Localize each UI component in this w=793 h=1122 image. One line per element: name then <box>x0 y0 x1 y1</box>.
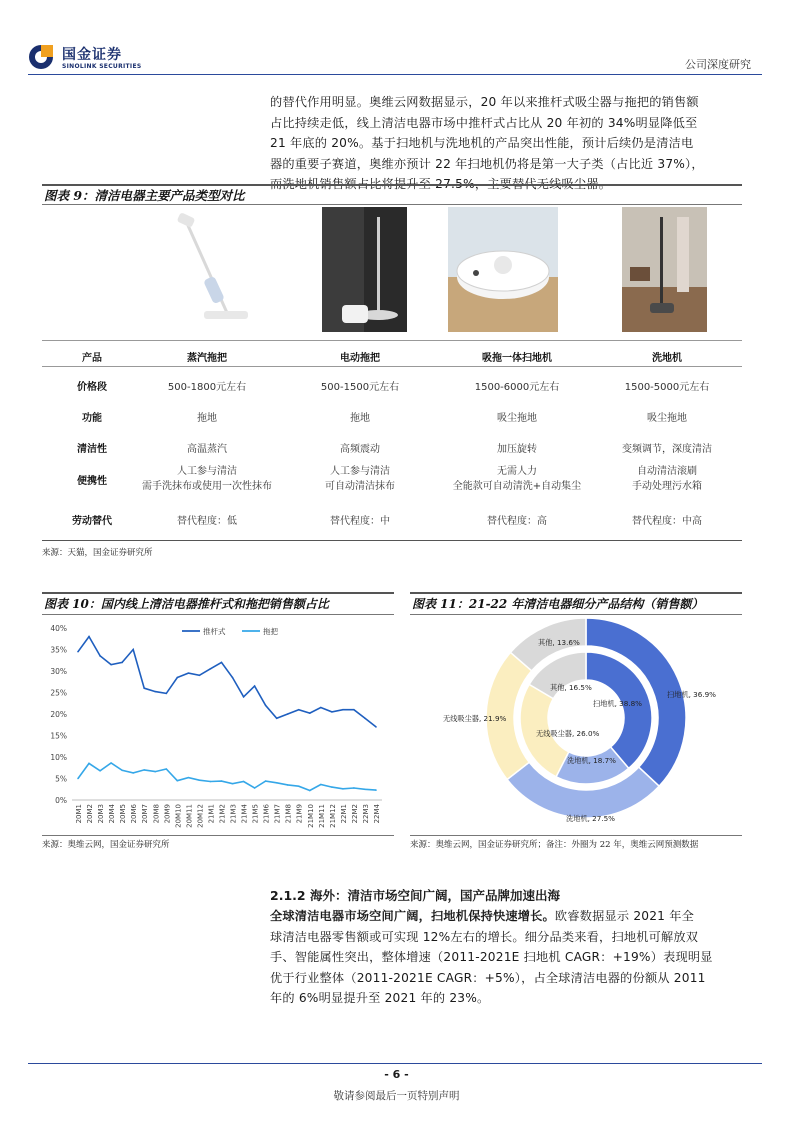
table-cell: 拖地 <box>350 413 370 424</box>
y-tick-label: 15% <box>50 731 67 741</box>
data-point <box>232 783 234 785</box>
table-cell: 1500-6000元左右 <box>474 382 560 393</box>
table-row-label: 清洁性 <box>77 444 107 455</box>
x-tick-label: 20M4 <box>108 804 117 824</box>
data-point <box>331 711 333 713</box>
y-tick-label: 25% <box>50 688 67 698</box>
figure11-top-rule <box>410 592 742 594</box>
table-cell: 500-1500元左右 <box>320 382 400 393</box>
x-tick-label: 21M8 <box>284 804 293 824</box>
data-point <box>342 709 344 711</box>
x-tick-label: 21M9 <box>295 804 304 824</box>
x-tick-label: 21M1 <box>207 804 216 824</box>
y-tick-label: 0% <box>55 796 67 805</box>
slice-label: 扫地机, 36.9% <box>667 690 716 699</box>
header-divider <box>28 74 762 75</box>
x-tick-label: 21M10 <box>306 804 315 828</box>
data-point <box>110 762 112 764</box>
x-tick-label: 20M2 <box>86 804 95 824</box>
y-tick-label: 5% <box>55 774 67 784</box>
logo-text-cn: 国金证券 <box>62 47 122 63</box>
data-point <box>232 677 234 679</box>
data-point <box>287 713 289 715</box>
x-tick-label: 22M1 <box>339 804 348 824</box>
section-bold-lead: 全球清洁电器市场空间广阔，扫地机保持快速增长。 <box>270 909 555 923</box>
section-line-first <box>270 906 752 927</box>
table-cell: 加压旋转 <box>497 444 537 455</box>
x-tick-label: 22M2 <box>350 804 359 824</box>
table-divider <box>42 540 742 541</box>
y-tick-label: 40% <box>50 624 67 633</box>
slice-label: 其他, 13.6% <box>538 638 580 647</box>
data-point <box>132 772 134 774</box>
data-point <box>221 780 223 782</box>
table-cell: 高频震动 <box>340 444 380 455</box>
data-point <box>331 786 333 788</box>
data-point <box>188 777 190 779</box>
data-point <box>320 784 322 786</box>
footer-divider <box>28 1063 762 1064</box>
intro-line: 器的重要子赛道，奥维亦预计 22 年扫地机仍将是第一大子类（占比近 37%）， <box>270 156 704 171</box>
x-tick-label: 21M12 <box>328 804 337 828</box>
section-line: 球清洁电器零售额或可实现 12%左右的增长。细分品类来看，扫地机可解放双 <box>270 929 699 944</box>
x-tick-label: 20M11 <box>185 804 194 828</box>
slice-label: 其他, 16.5% <box>550 683 592 692</box>
x-tick-label: 20M1 <box>75 804 83 824</box>
x-tick-label: 21M6 <box>262 804 271 824</box>
figure10-title: 图表 10：国内线上清洁电器推杆式和拖把销售额占比 <box>44 597 329 611</box>
table-row-label: 价格段 <box>77 382 107 393</box>
data-point <box>375 789 377 791</box>
intro-line: 21 年底的 20%。基于扫地机与洗地机的产品突出性能，预计后续仍是清洁电 <box>270 136 694 151</box>
data-point <box>287 784 289 786</box>
data-point <box>165 693 167 695</box>
data-point <box>132 649 134 651</box>
figure11-bottom-rule <box>410 835 742 836</box>
table-cell: 500-1800元左右 <box>167 382 247 393</box>
robot-vacuum-image <box>448 207 558 332</box>
table-cell: 人工参与清洁 需手洗抹布或使用一次性抹布 <box>142 466 272 492</box>
x-tick-label: 22M4 <box>373 804 381 824</box>
x-tick-label: 20M9 <box>163 804 172 824</box>
intro-line: 而洗地机销售额占比将提升至 27.5%，主要替代无线吸尘器。 <box>270 177 612 192</box>
data-point <box>298 785 300 787</box>
data-point <box>99 655 101 657</box>
table-cell: 替代程度：中高 <box>632 516 702 527</box>
figure10-title-rule <box>42 614 394 615</box>
x-tick-label: 21M3 <box>229 804 238 824</box>
report-type-label: 公司深度研究 <box>685 58 751 71</box>
figure11-source: 来源：奥维云网，国金证券研究所；备注：外圈为 22 年，奥维云网预测数据 <box>410 840 699 850</box>
data-point <box>243 696 245 698</box>
data-point <box>309 712 311 714</box>
electric-mop-image <box>322 207 407 332</box>
figure9-title-rule <box>42 204 742 205</box>
data-point <box>154 771 156 773</box>
data-point <box>77 651 79 653</box>
series-line-mop <box>78 763 376 791</box>
disclaimer-note: 敬请参阅最后一页特别声明 <box>333 1090 460 1102</box>
intro-paragraph <box>270 92 752 195</box>
x-tick-label: 21M7 <box>273 804 282 824</box>
data-point <box>199 779 201 781</box>
x-tick-label: 20M5 <box>119 804 128 824</box>
intro-line: 的替代作用明显。奥维云网数据显示，20 年以来推杆式吸尘器与拖把的销售额 <box>270 95 699 109</box>
slice-label: 洗地机, 18.7% <box>567 756 616 765</box>
table-row-label: 劳动替代 <box>72 516 112 527</box>
data-point <box>188 672 190 674</box>
data-point <box>165 768 167 770</box>
table-cell: 自动清洁滚刷 手动处理污水箱 <box>632 466 702 492</box>
table-cell: 替代程度：中 <box>330 516 390 527</box>
figure11-title-rule <box>410 614 742 615</box>
steam-mop-image <box>168 207 253 332</box>
data-point <box>309 790 311 792</box>
data-point <box>177 677 179 679</box>
section-line: 年的 6%明显提升至 2021 年的 23%。 <box>270 991 490 1006</box>
data-point <box>254 685 256 687</box>
company-logo-icon <box>28 44 54 70</box>
slice-label: 无线吸尘器, 21.9% <box>443 714 507 723</box>
data-point <box>276 718 278 720</box>
table-cell: 高温蒸汽 <box>187 444 227 455</box>
data-point <box>154 691 156 693</box>
data-point <box>110 664 112 666</box>
table-cell: 变频调节，深度清洁 <box>622 444 712 455</box>
x-tick-label: 22M3 <box>361 804 370 824</box>
figure11-title: 图表 11：21-22 年清洁电器细分产品结构（销售额） <box>412 597 704 611</box>
x-tick-label: 20M6 <box>130 804 139 824</box>
data-point <box>77 778 79 780</box>
line-chart <box>42 618 394 833</box>
table-row-label: 功能 <box>82 413 102 424</box>
x-tick-label: 21M4 <box>240 804 249 824</box>
page-number: - 6 - <box>384 1068 409 1081</box>
x-tick-label: 21M5 <box>251 804 260 824</box>
data-point <box>88 636 90 638</box>
floor-washer-image <box>622 207 707 332</box>
intro-line: 占比持续走低，线上清洁电器市场中推杆式占比从 20 年初的 34%明显降低至 <box>270 115 698 130</box>
table-cell: 吸尘拖地 <box>497 413 537 424</box>
table-header-cell: 电动拖把 <box>340 353 380 364</box>
data-point <box>210 781 212 783</box>
legend-label: 拖把 <box>263 627 278 636</box>
section-paragraph <box>270 906 752 1009</box>
table-cell: 替代程度：低 <box>177 516 237 527</box>
data-point <box>364 788 366 790</box>
y-tick-label: 10% <box>50 753 67 762</box>
data-point <box>298 709 300 711</box>
section-line: 优于行业整体（2011-2021E CAGR：+5%），占全球清洁电器的份额从 2011 <box>270 970 706 985</box>
table-header-cell: 产品 <box>82 353 102 364</box>
data-point <box>353 787 355 789</box>
table-header-cell: 吸拖一体扫地机 <box>482 353 552 364</box>
table-row-label: 便携性 <box>77 476 107 487</box>
data-point <box>177 780 179 782</box>
y-tick-label: 20% <box>50 710 67 719</box>
table-cell: 无需人力 全能款可自动清洗+自动集尘 <box>452 466 582 492</box>
data-point <box>121 662 123 664</box>
donut-chart <box>410 618 742 833</box>
figure10-top-rule <box>42 592 394 594</box>
x-tick-label: 20M12 <box>196 804 205 828</box>
table-cell: 替代程度：高 <box>487 516 547 527</box>
figure9-title: 图表 9：清洁电器主要产品类型对比 <box>44 188 245 203</box>
table-header-cell: 洗地机 <box>652 353 682 364</box>
data-point <box>265 705 267 707</box>
table-divider <box>42 340 742 341</box>
data-point <box>342 788 344 790</box>
table-cell: 拖地 <box>197 413 217 424</box>
y-tick-label: 30% <box>50 667 67 676</box>
figure10-source: 来源：奥维云网，国金证券研究所 <box>42 840 170 850</box>
data-point <box>276 782 278 784</box>
x-tick-label: 20M10 <box>174 804 183 828</box>
data-point <box>143 687 145 689</box>
table-cell: 人工参与清洁 可自动清洁抹布 <box>325 466 395 492</box>
table-cell: 1500-5000元左右 <box>624 382 710 393</box>
section-heading: 2.1.2 海外：清洁市场空间广阔，国产品牌加速出海 <box>270 888 560 903</box>
data-point <box>99 770 101 772</box>
table-divider <box>42 366 742 367</box>
x-tick-label: 20M8 <box>152 804 161 824</box>
data-point <box>375 726 377 728</box>
data-point <box>210 668 212 670</box>
section-line: 手、智能属性突出，整体增速（2011-2021E 扫地机 CAGR：+19%）表现明显 <box>270 950 713 965</box>
table-header-cell: 蒸汽拖把 <box>187 353 227 364</box>
data-point <box>320 707 322 709</box>
x-tick-label: 21M2 <box>218 804 227 824</box>
logo-text-en: SINOLINK SECURITIES <box>62 63 142 70</box>
x-tick-label: 21M11 <box>317 804 326 828</box>
slice-label: 扫地机, 38.8% <box>593 699 642 708</box>
data-point <box>364 718 366 720</box>
data-point <box>121 770 123 772</box>
section-line: 欧睿数据显示 2021 年全 <box>554 909 694 923</box>
slice-label: 无线吸尘器, 26.0% <box>536 729 600 738</box>
y-tick-label: 35% <box>50 645 67 655</box>
figure9-source: 来源：天猫，国金证券研究所 <box>42 548 153 558</box>
data-point <box>254 787 256 789</box>
data-point <box>243 781 245 783</box>
series-line-push-rod <box>78 637 376 727</box>
x-tick-label: 20M7 <box>141 804 150 824</box>
data-point <box>265 780 267 782</box>
table-cell: 吸尘拖地 <box>647 413 687 424</box>
slice-label: 洗地机, 27.5% <box>566 814 615 823</box>
data-point <box>221 662 223 664</box>
data-point <box>88 763 90 765</box>
x-tick-label: 20M3 <box>97 804 106 824</box>
legend-label: 推杆式 <box>203 627 226 636</box>
data-point <box>353 709 355 711</box>
data-point <box>143 769 145 771</box>
data-point <box>199 675 201 677</box>
figure10-bottom-rule <box>42 835 394 836</box>
